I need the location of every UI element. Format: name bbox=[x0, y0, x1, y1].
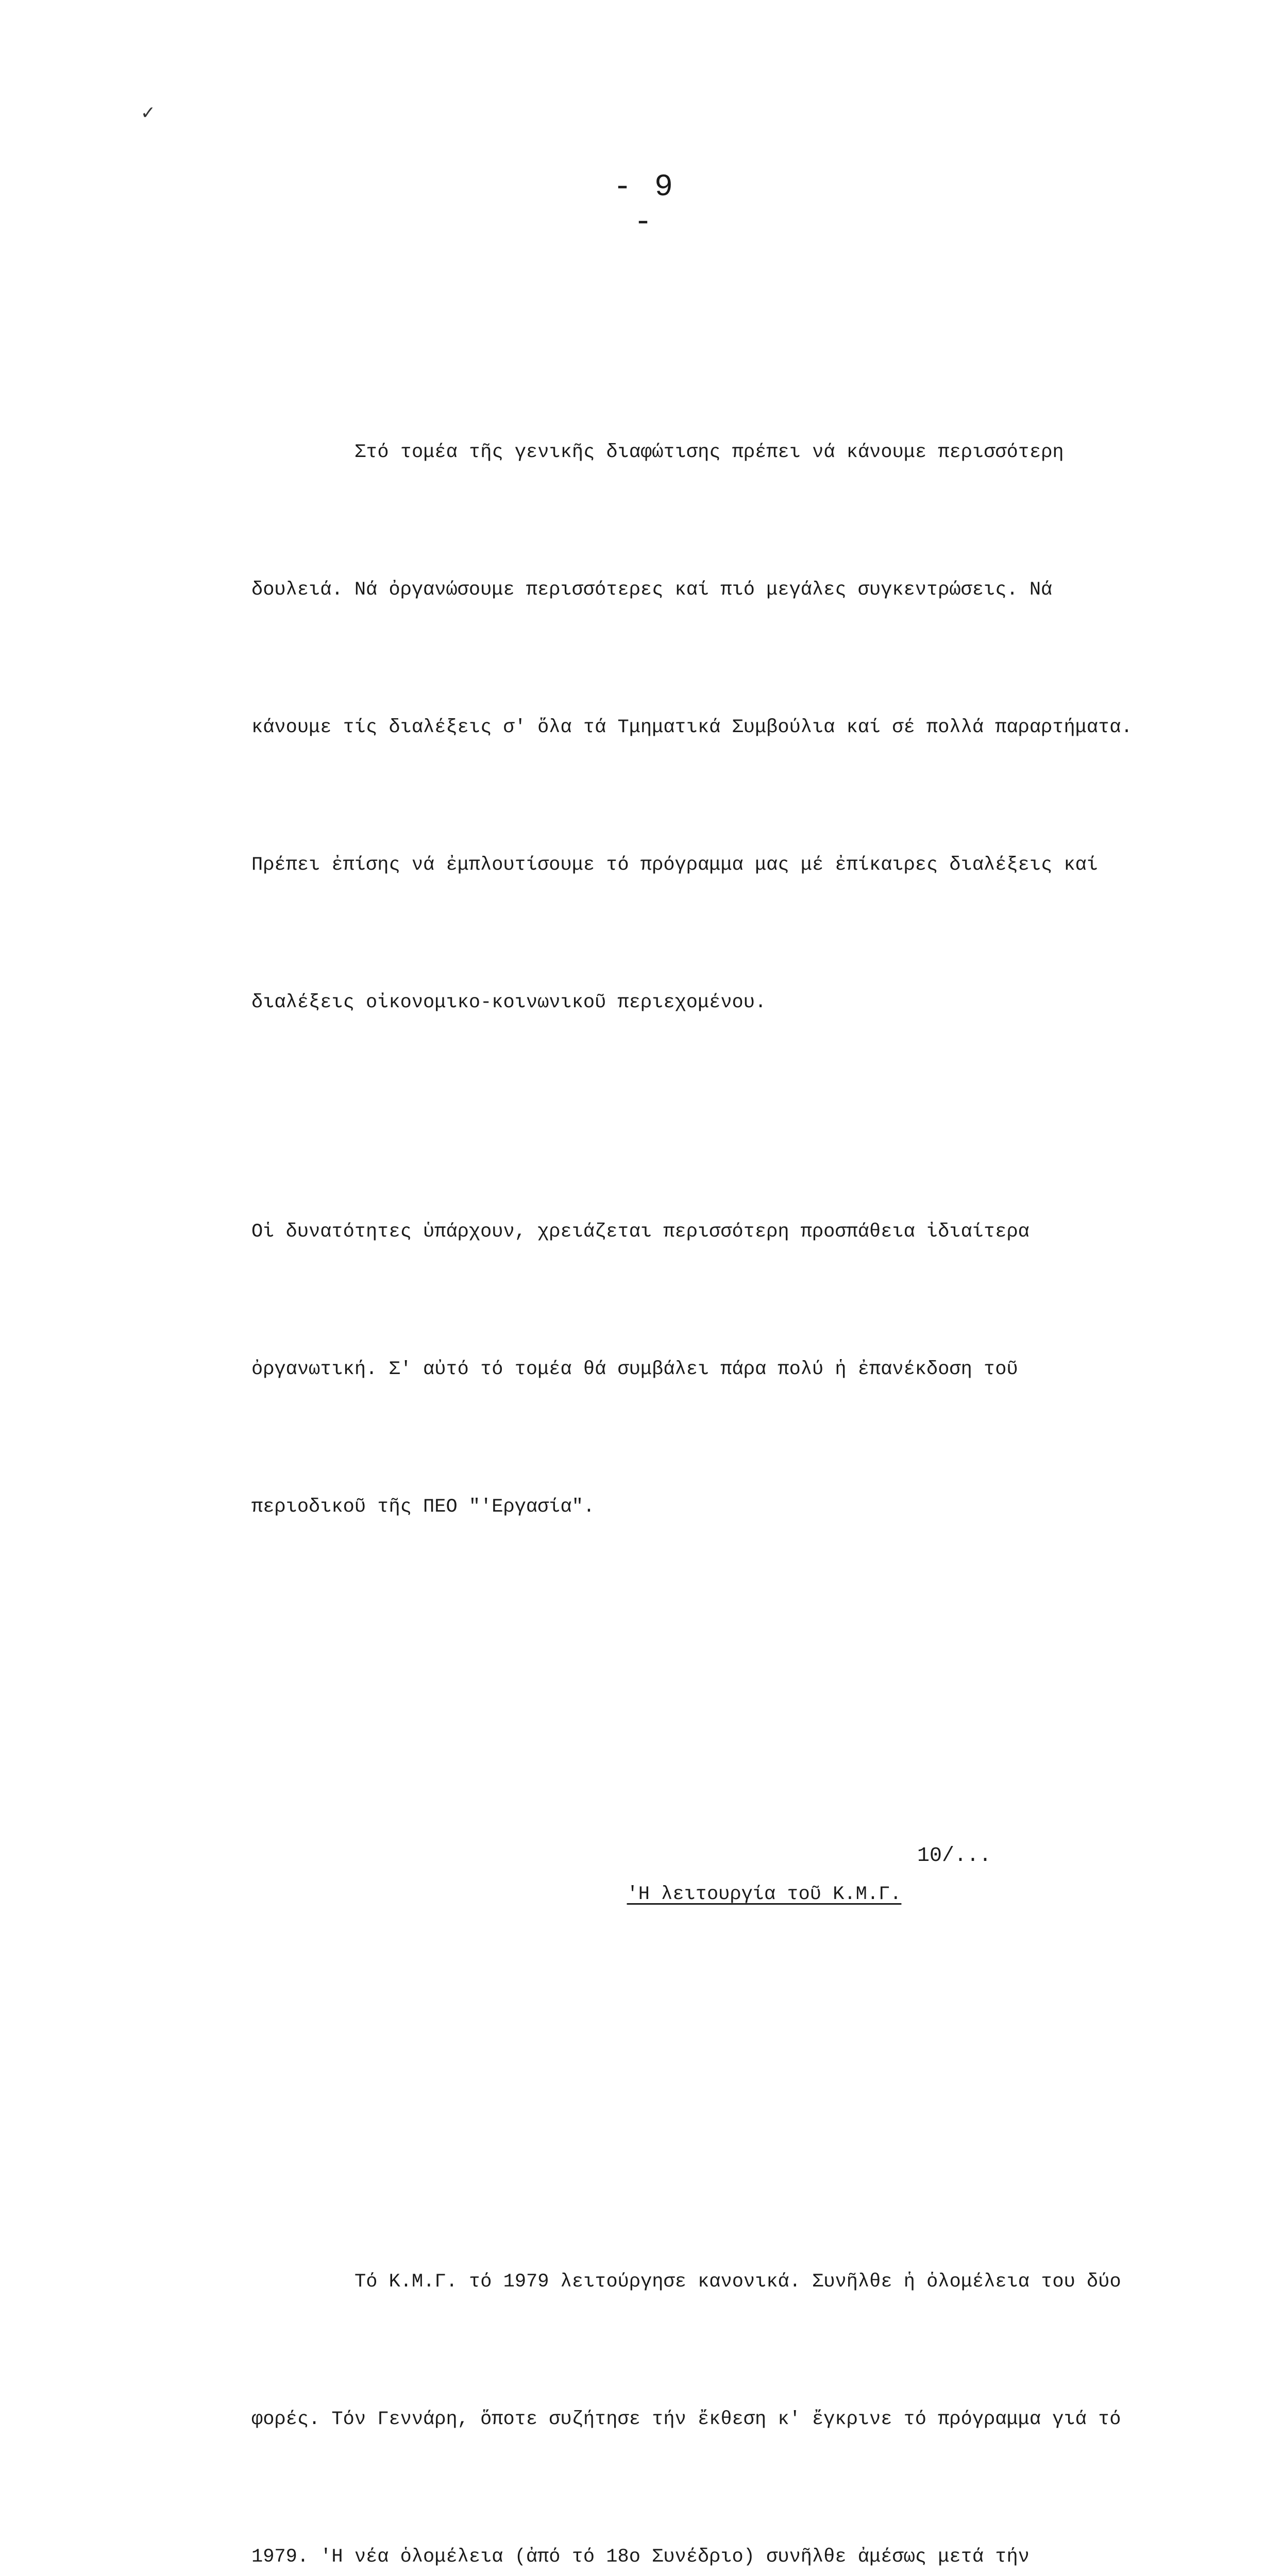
spacer bbox=[251, 1668, 1220, 1688]
paragraph-2-line-2: ὀργανωτική. Σ' αὐτό τό τομέα θά συμβάλει πάρα πολύ ἡ ἐπανέκδοση τοῦ bbox=[251, 1359, 1018, 1380]
paragraph-2-line-1: Οἱ δυνατότητες ὑπάρχουν, χρειάζεται περισσότερη προσπάθεια ἰδιαίτερα bbox=[251, 1221, 1029, 1243]
spacer bbox=[251, 2055, 1220, 2076]
paragraph-1-line-1: Στό τομέα τῆς γενικῆς διαφώτισης πρέπει νά κάνουμε περισσότερη bbox=[355, 442, 1064, 463]
page-number: - 9 - bbox=[613, 170, 676, 240]
paragraph-3-line-3: 1979. 'Η νέα ὁλομέλεια (ἀπό τό 18ο Συνέδριο) συνῆλθε ἀμέσως μετά τήν bbox=[251, 2546, 1029, 2568]
paragraph-1-line-5: διαλέξεις οἰκονομικο-κοινωνικοῦ περιεχομένου. bbox=[251, 992, 767, 1013]
handwritten-check-mark: ✓ bbox=[142, 103, 155, 126]
section-heading: 'Η λειτουργία τοῦ Κ.Μ.Γ. bbox=[627, 1884, 902, 1905]
paragraph-2-line-3: περιοδικοῦ τῆς ΠΕΟ "'Εργασία". bbox=[251, 1496, 595, 1518]
paragraph-1-line-2: δουλειά. Νά ὀργανώσουμε περισσότερες καί πιό μεγάλες συγκεντρώσεις. Νά bbox=[251, 579, 1053, 601]
paragraph-3-line-1: Τό Κ.Μ.Γ. τό 1979 λειτούργησε κανονικά. Συνῆλθε ἡ ὁλομέλεια του δύο bbox=[355, 2271, 1121, 2293]
paragraph-1-line-4: Πρέπει ἐπίσης νά ἐμπλουτίσουμε τό πρόγραμμα μας μέ ἐπίκαιρες διαλέξεις καί bbox=[251, 854, 1099, 876]
paragraph-3-line-2: φορές. Τόν Γεννάρη, ὅποτε συζήτησε τήν ἔκθεση κ' ἔγκρινε τό πρόγραμμα γιά τό bbox=[251, 2409, 1121, 2430]
document-body bbox=[251, 246, 1220, 2576]
continuation-marker: 10/... bbox=[917, 1844, 992, 1868]
paragraph-1-line-3: κάνουμε τίς διαλέξεις σ' ὅλα τά Τμηματικά Συμβούλια καί σέ πολλά παραρτήματα. bbox=[251, 717, 1133, 738]
